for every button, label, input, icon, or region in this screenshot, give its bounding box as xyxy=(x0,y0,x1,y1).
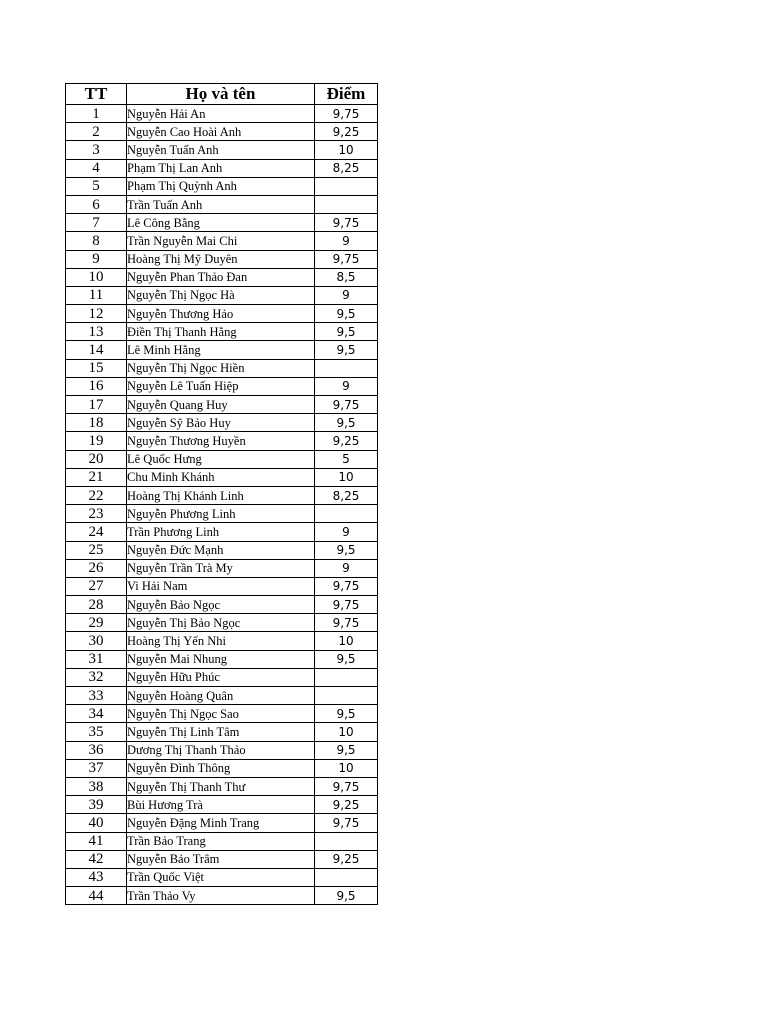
student-name-cell: Nguyễn Thị Linh Tâm xyxy=(127,723,315,741)
table-row xyxy=(66,796,378,814)
table-row xyxy=(66,214,378,232)
table-row xyxy=(66,396,378,414)
student-name-cell: Nguyễn Hoàng Quân xyxy=(127,687,315,705)
row-number-cell: 36 xyxy=(66,741,127,759)
score-cell xyxy=(315,359,378,377)
row-number-cell: 27 xyxy=(66,577,127,595)
score-cell: 9,75 xyxy=(315,214,378,232)
table-row xyxy=(66,777,378,795)
student-name-cell: Nguyễn Bảo Trâm xyxy=(127,850,315,868)
student-name-cell: Hoàng Thị Mỹ Duyên xyxy=(127,250,315,268)
row-number-cell: 8 xyxy=(66,232,127,250)
student-name-cell: Trần Thảo Vy xyxy=(127,887,315,905)
student-name-cell: Bùi Hương Trà xyxy=(127,796,315,814)
row-number-cell: 12 xyxy=(66,305,127,323)
row-number-cell: 44 xyxy=(66,887,127,905)
row-number-cell: 21 xyxy=(66,468,127,486)
row-number-cell: 34 xyxy=(66,705,127,723)
table-body xyxy=(66,105,378,905)
table-row xyxy=(66,177,378,195)
student-name-cell: Nguyễn Hữu Phúc xyxy=(127,668,315,686)
table-row xyxy=(66,668,378,686)
row-number-cell: 26 xyxy=(66,559,127,577)
score-cell: 9,5 xyxy=(315,323,378,341)
score-cell: 10 xyxy=(315,141,378,159)
row-number-cell: 25 xyxy=(66,541,127,559)
table-row xyxy=(66,286,378,304)
score-cell: 9 xyxy=(315,559,378,577)
table-row xyxy=(66,159,378,177)
table-row xyxy=(66,614,378,632)
score-cell: 10 xyxy=(315,468,378,486)
row-number-cell: 15 xyxy=(66,359,127,377)
score-cell xyxy=(315,687,378,705)
row-number-cell: 37 xyxy=(66,759,127,777)
table-row xyxy=(66,232,378,250)
score-cell: 9,75 xyxy=(315,396,378,414)
table-row xyxy=(66,723,378,741)
table-header xyxy=(66,84,378,105)
table-row xyxy=(66,432,378,450)
score-cell: 9,75 xyxy=(315,250,378,268)
score-cell: 9,25 xyxy=(315,850,378,868)
table-row xyxy=(66,486,378,504)
student-name-cell: Nguyễn Phương Linh xyxy=(127,505,315,523)
student-name-cell: Trần Tuấn Anh xyxy=(127,195,315,213)
table-row xyxy=(66,523,378,541)
score-cell: 8,25 xyxy=(315,486,378,504)
student-name-cell: Nguyễn Đặng Minh Trang xyxy=(127,814,315,832)
score-cell: 9 xyxy=(315,377,378,395)
score-cell: 9,75 xyxy=(315,814,378,832)
student-name-cell: Hoàng Thị Khánh Linh xyxy=(127,486,315,504)
student-name-cell: Nguyễn Tuấn Anh xyxy=(127,141,315,159)
score-cell: 9,75 xyxy=(315,596,378,614)
student-name-cell: Nguyễn Quang Huy xyxy=(127,396,315,414)
score-cell: 9,5 xyxy=(315,541,378,559)
row-number-cell: 9 xyxy=(66,250,127,268)
score-cell: 9,25 xyxy=(315,796,378,814)
score-cell: 9,25 xyxy=(315,123,378,141)
table-row xyxy=(66,541,378,559)
table-row xyxy=(66,868,378,886)
table-row xyxy=(66,141,378,159)
student-name-cell: Nguyễn Lê Tuấn Hiệp xyxy=(127,377,315,395)
table-row xyxy=(66,705,378,723)
score-cell xyxy=(315,832,378,850)
row-number-cell: 3 xyxy=(66,141,127,159)
student-name-cell: Lê Minh Hằng xyxy=(127,341,315,359)
student-name-cell: Nguyễn Trần Trà My xyxy=(127,559,315,577)
student-name-cell: Nguyễn Thương Hảo xyxy=(127,305,315,323)
row-number-cell: 11 xyxy=(66,286,127,304)
table-row xyxy=(66,377,378,395)
score-cell: 8,5 xyxy=(315,268,378,286)
student-name-cell: Trần Nguyễn Mai Chi xyxy=(127,232,315,250)
table-row xyxy=(66,359,378,377)
row-number-cell: 22 xyxy=(66,486,127,504)
student-name-cell: Nguyễn Sỹ Bảo Huy xyxy=(127,414,315,432)
score-cell: 9,5 xyxy=(315,414,378,432)
score-cell: 9,5 xyxy=(315,341,378,359)
score-cell: 8,25 xyxy=(315,159,378,177)
student-name-cell: Nguyễn Hải An xyxy=(127,105,315,123)
student-name-cell: Vi Hải Nam xyxy=(127,577,315,595)
table-row xyxy=(66,559,378,577)
row-number-cell: 5 xyxy=(66,177,127,195)
table-row xyxy=(66,596,378,614)
table-row xyxy=(66,341,378,359)
row-number-cell: 24 xyxy=(66,523,127,541)
student-name-cell: Hoàng Thị Yến Nhi xyxy=(127,632,315,650)
row-number-cell: 18 xyxy=(66,414,127,432)
student-name-cell: Nguyễn Thị Bảo Ngọc xyxy=(127,614,315,632)
student-name-cell: Lê Công Bằng xyxy=(127,214,315,232)
score-cell xyxy=(315,195,378,213)
row-number-cell: 29 xyxy=(66,614,127,632)
student-name-cell: Nguyễn Mai Nhung xyxy=(127,650,315,668)
student-name-cell: Phạm Thị Quỳnh Anh xyxy=(127,177,315,195)
table-row xyxy=(66,850,378,868)
score-cell: 5 xyxy=(315,450,378,468)
row-number-cell: 31 xyxy=(66,650,127,668)
score-cell xyxy=(315,868,378,886)
score-cell: 10 xyxy=(315,723,378,741)
table-row xyxy=(66,323,378,341)
table-row xyxy=(66,268,378,286)
row-number-cell: 39 xyxy=(66,796,127,814)
header-tt: TT xyxy=(66,84,127,105)
table-row xyxy=(66,577,378,595)
student-name-cell: Trần Phương Linh xyxy=(127,523,315,541)
score-cell xyxy=(315,177,378,195)
score-cell: 9,25 xyxy=(315,432,378,450)
row-number-cell: 10 xyxy=(66,268,127,286)
student-name-cell: Nguyễn Thị Ngọc Hà xyxy=(127,286,315,304)
row-number-cell: 32 xyxy=(66,668,127,686)
score-cell: 9,5 xyxy=(315,650,378,668)
table-row xyxy=(66,741,378,759)
score-cell: 9 xyxy=(315,523,378,541)
student-name-cell: Lê Quốc Hưng xyxy=(127,450,315,468)
student-name-cell: Nguyễn Thị Thanh Thư xyxy=(127,777,315,795)
table-row xyxy=(66,105,378,123)
row-number-cell: 4 xyxy=(66,159,127,177)
table-row xyxy=(66,832,378,850)
student-name-cell: Nguyễn Thị Ngọc Sao xyxy=(127,705,315,723)
student-name-cell: Nguyễn Bảo Ngọc xyxy=(127,596,315,614)
row-number-cell: 42 xyxy=(66,850,127,868)
table-row xyxy=(66,250,378,268)
score-cell xyxy=(315,668,378,686)
row-number-cell: 17 xyxy=(66,396,127,414)
row-number-cell: 35 xyxy=(66,723,127,741)
table-row xyxy=(66,305,378,323)
header-name: Họ và tên xyxy=(127,84,315,105)
table-row xyxy=(66,650,378,668)
student-name-cell: Nguyễn Thương Huyền xyxy=(127,432,315,450)
student-name-cell: Phạm Thị Lan Anh xyxy=(127,159,315,177)
score-cell: 9,5 xyxy=(315,305,378,323)
score-cell: 9,75 xyxy=(315,105,378,123)
table-row xyxy=(66,468,378,486)
student-name-cell: Nguyễn Cao Hoài Anh xyxy=(127,123,315,141)
score-cell: 10 xyxy=(315,632,378,650)
score-cell: 9,75 xyxy=(315,614,378,632)
table-row xyxy=(66,759,378,777)
score-cell: 9,75 xyxy=(315,577,378,595)
row-number-cell: 23 xyxy=(66,505,127,523)
student-name-cell: Nguyễn Đức Mạnh xyxy=(127,541,315,559)
score-cell: 9,5 xyxy=(315,741,378,759)
row-number-cell: 43 xyxy=(66,868,127,886)
row-number-cell: 6 xyxy=(66,195,127,213)
table-row xyxy=(66,450,378,468)
row-number-cell: 33 xyxy=(66,687,127,705)
score-cell: 10 xyxy=(315,759,378,777)
score-cell: 9 xyxy=(315,286,378,304)
table-row xyxy=(66,814,378,832)
score-cell: 9 xyxy=(315,232,378,250)
student-name-cell: Nguyễn Thị Ngọc Hiền xyxy=(127,359,315,377)
student-name-cell: Trần Quốc Việt xyxy=(127,868,315,886)
score-cell: 9,5 xyxy=(315,705,378,723)
row-number-cell: 19 xyxy=(66,432,127,450)
score-cell: 9,75 xyxy=(315,777,378,795)
row-number-cell: 14 xyxy=(66,341,127,359)
student-name-cell: Trần Bảo Trang xyxy=(127,832,315,850)
table-row xyxy=(66,632,378,650)
row-number-cell: 20 xyxy=(66,450,127,468)
score-cell xyxy=(315,505,378,523)
row-number-cell: 40 xyxy=(66,814,127,832)
row-number-cell: 16 xyxy=(66,377,127,395)
student-name-cell: Nguyễn Đình Thông xyxy=(127,759,315,777)
student-name-cell: Điền Thị Thanh Hằng xyxy=(127,323,315,341)
header-row xyxy=(66,84,378,105)
header-score: Điểm xyxy=(315,84,378,105)
table-row xyxy=(66,887,378,905)
row-number-cell: 7 xyxy=(66,214,127,232)
student-name-cell: Nguyễn Phan Thảo Đan xyxy=(127,268,315,286)
row-number-cell: 2 xyxy=(66,123,127,141)
row-number-cell: 1 xyxy=(66,105,127,123)
student-name-cell: Dương Thị Thanh Thảo xyxy=(127,741,315,759)
table-row xyxy=(66,195,378,213)
row-number-cell: 38 xyxy=(66,777,127,795)
student-name-cell: Chu Minh Khánh xyxy=(127,468,315,486)
table-row xyxy=(66,687,378,705)
score-cell: 9,5 xyxy=(315,887,378,905)
row-number-cell: 28 xyxy=(66,596,127,614)
table-row xyxy=(66,505,378,523)
score-table xyxy=(65,83,378,905)
row-number-cell: 41 xyxy=(66,832,127,850)
row-number-cell: 30 xyxy=(66,632,127,650)
table-row xyxy=(66,123,378,141)
table-row xyxy=(66,414,378,432)
row-number-cell: 13 xyxy=(66,323,127,341)
